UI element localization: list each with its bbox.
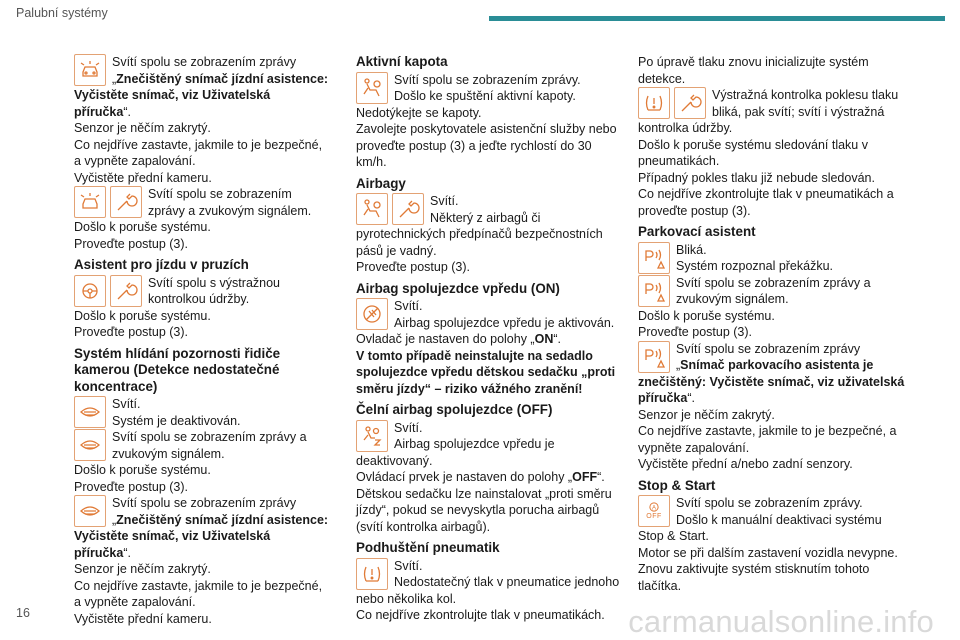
text: Došlo ke spuštění aktivní kapoty. — [394, 89, 576, 103]
text: Dětskou sedačku lze nainstalovat „proti směru jízdy“, pokud se nevyskytla porucha airbagů (svítí kontrolka airbagů). — [356, 486, 612, 534]
entry-active-bonnet — [356, 72, 624, 105]
text: Svítí spolu se zobrazením zprávy. — [676, 496, 863, 510]
text: Systém rozpoznal překážku. — [676, 259, 834, 273]
text: “. — [123, 104, 131, 119]
text: “. — [123, 545, 131, 560]
entry-parking-fault — [638, 275, 906, 308]
section-heading: Asistent pro jízdu v pruzích — [74, 257, 249, 272]
entry-attention-off — [74, 396, 330, 429]
wrench-icon — [110, 275, 142, 307]
text: Ovládací prvek je nastaven do polohy „ — [356, 470, 573, 484]
entry-tyre-pressure — [356, 558, 624, 608]
text: Co nejdříve zkontrolujte tlak v pneumatikách. — [356, 608, 605, 622]
parking-sensor-icon — [638, 242, 670, 274]
section-heading: Stop & Start — [638, 477, 716, 493]
car-sensor-icon — [74, 186, 106, 218]
airbag-on-icon — [356, 298, 388, 330]
text: Proveďte postup (3). — [638, 325, 752, 339]
text: Svítí. — [112, 397, 141, 411]
entry-attention-dirty — [74, 495, 330, 561]
airbag-person-icon — [356, 72, 388, 104]
text-bold: Znečištěný snímač jízdní asistence: Vyčistěte snímač, viz Uživatelská příručka — [74, 512, 329, 560]
text: Vyčistěte přední a/nebo zadní senzory. — [638, 457, 853, 471]
text: “. — [687, 391, 695, 405]
entry-airbags — [356, 193, 624, 259]
text: Ovladač je nastaven do polohy „ — [356, 332, 535, 346]
text: Proveďte postup (3). — [74, 236, 188, 251]
page-number: 16 — [16, 606, 30, 620]
text: Svítí spolu se zobrazením zprávy „ — [112, 55, 297, 86]
parking-sensor-icon — [638, 341, 670, 373]
text: Systém je deaktivován. — [112, 413, 241, 428]
section-heading: Parkovací asistent — [638, 224, 756, 239]
wrench-icon — [110, 186, 142, 218]
warning-text: V tomto případě neinstalujte na sedadlo spolujezdce vpředu dětskou sedačku „proti směru jízdy“ – riziko vážného zranění! — [356, 348, 616, 396]
text: Došlo k poruše systému sledování tlaku v pneumatikách. — [638, 137, 868, 168]
entry-parking-obstacle — [638, 242, 906, 275]
entry-parking-dirty — [638, 341, 906, 407]
text-bold: ON — [534, 332, 554, 346]
entry-tyre-fault — [638, 87, 906, 137]
text: Proveďte postup (3). — [74, 479, 188, 494]
text: Po úpravě tlaku znovu inicializujte systém detekce. — [638, 55, 869, 86]
entry-sensor-fault — [74, 186, 330, 219]
text: Výstražná kontrolka poklesu tlaku bliká, pak svítí; svítí i výstražná kontrolka údržby. — [638, 88, 899, 135]
text: Svítí spolu se zobrazením zprávy a zvukovým signálem. — [112, 430, 307, 461]
stop-start-icon — [638, 495, 670, 527]
text: Došlo k poruše systému. — [74, 308, 211, 323]
text: Nedostatečný tlak v pneumatice jednoho nebo několika kol. — [356, 575, 620, 606]
airbag-off-icon — [356, 420, 388, 452]
text-bold: Znečištěný snímač jízdní asistence: Vyčistěte snímač, viz Uživatelská příručka — [74, 71, 329, 119]
column-3 — [638, 54, 906, 594]
icon-a-label: A — [651, 505, 657, 512]
text: Proveďte postup (3). — [356, 260, 470, 274]
tyre-pressure-icon — [638, 87, 670, 119]
airbag-person-icon — [356, 193, 388, 225]
text: Svítí spolu se zobrazením zprávy a zvukovým signálem. — [148, 187, 312, 218]
text: Co nejdříve zkontrolujte tlak v pneumatikách a proveďte postup (3). — [638, 187, 894, 218]
text: Svítí spolu se zobrazením zprávy „ — [112, 496, 297, 527]
section-heading: Airbag spolujezdce vpředu (ON) — [356, 280, 560, 296]
text: Některý z airbagů či pyrotechnických předpínačů bezpečnostních pásů je vadný. — [356, 210, 603, 258]
text: Případný pokles tlaku již nebude sledován. — [638, 170, 875, 185]
section-heading: Podhuštění pneumatik — [356, 540, 500, 555]
tyre-pressure-icon — [356, 558, 388, 590]
text: Došlo k manuální deaktivaci systému Stop & Start. — [638, 512, 882, 543]
wrench-icon — [674, 87, 706, 119]
text: Svítí. — [430, 194, 459, 208]
text: Svítí spolu s výstražnou kontrolkou údržby. — [148, 275, 281, 306]
text: Svítí spolu se zobrazením zprávy. — [394, 72, 581, 87]
text: “. — [553, 332, 561, 346]
text: Proveďte postup (3). — [74, 325, 188, 339]
text: Airbag spolujezdce vpředu je deaktivovaný. — [356, 437, 555, 468]
steering-lane-icon — [74, 275, 106, 307]
text: Senzor je něčím zakrytý. — [74, 562, 211, 576]
text: Vyčistěte přední kameru. — [74, 170, 212, 185]
text: Zavolejte poskytovatele asistenční služby nebo proveďte postup (3) a jeďte rychlostí do 30 km/h. — [356, 122, 617, 169]
wrench-icon — [392, 193, 424, 225]
entry-attention-fault — [74, 429, 330, 462]
column-1 — [74, 54, 330, 627]
text: Senzor je něčím zakrytý. — [638, 407, 775, 422]
text: Senzor je něčím zakrytý. — [74, 121, 211, 135]
text: Co nejdříve zastavte, jakmile to je bezpečné, a vypněte zapalování. — [638, 424, 897, 455]
entry-airbag-on — [356, 298, 624, 331]
section-heading: Systém hlídání pozornosti řidiče kamerou (Detekce nedostatečné koncentrace) — [74, 345, 281, 394]
car-sensor-icon — [74, 54, 106, 86]
text: Došlo k poruše systému. — [638, 308, 775, 323]
icon-off-label: OFF — [646, 513, 662, 520]
entry-stop-start — [638, 495, 906, 545]
text: Motor se při dalším zastavení vozidla nevypne. — [638, 545, 898, 560]
text: Došlo k poruše systému. — [74, 220, 211, 234]
text: Vyčistěte přední kameru. — [74, 611, 212, 626]
text: Co nejdříve zastavte, jakmile to je bezpečné, a vypněte zapalování. — [74, 137, 323, 168]
text: Airbag spolujezdce vpředu je aktivován. — [394, 315, 615, 330]
text: Co nejdříve zastavte, jakmile to je bezpečné, a vypněte zapalování. — [74, 578, 323, 609]
driver-attention-icon — [74, 495, 106, 527]
entry-lane-assist — [74, 275, 330, 308]
text: Svítí spolu se zobrazením zprávy „ — [676, 341, 861, 372]
driver-attention-icon — [74, 429, 106, 461]
text: “. — [597, 470, 605, 484]
section-heading: Aktivní kapota — [356, 54, 448, 69]
driver-attention-icon — [74, 396, 106, 428]
text: Svítí. — [394, 420, 423, 435]
section-heading: Airbagy — [356, 175, 406, 191]
text: Svítí. — [394, 558, 423, 573]
page-header-title: Palubní systémy — [16, 6, 108, 20]
text: Nedotýkejte se kapoty. — [356, 105, 482, 120]
entry-airbag-off — [356, 420, 624, 470]
entry-sensor-dirty — [74, 54, 330, 120]
text: Došlo k poruše systému. — [74, 463, 211, 477]
parking-sensor-icon — [638, 275, 670, 307]
section-heading: Čelní airbag spolujezdce (OFF) — [356, 402, 553, 417]
column-2 — [356, 54, 624, 624]
watermark-text: carmanualsonline.info — [628, 604, 934, 639]
text: Bliká. — [676, 242, 707, 257]
text: Svítí spolu se zobrazením zprávy a zvukovým signálem. — [676, 275, 871, 306]
header-accent-bar — [489, 16, 945, 21]
text-bold: Snímač parkovacího asistenta je znečištěný: Vyčistěte snímač, viz uživatelská příručka — [638, 358, 905, 405]
text: Znovu zaktivujte systém stisknutím tohoto tlačítka. — [638, 562, 870, 593]
text-bold: OFF — [572, 470, 598, 484]
text: Svítí. — [394, 299, 423, 313]
